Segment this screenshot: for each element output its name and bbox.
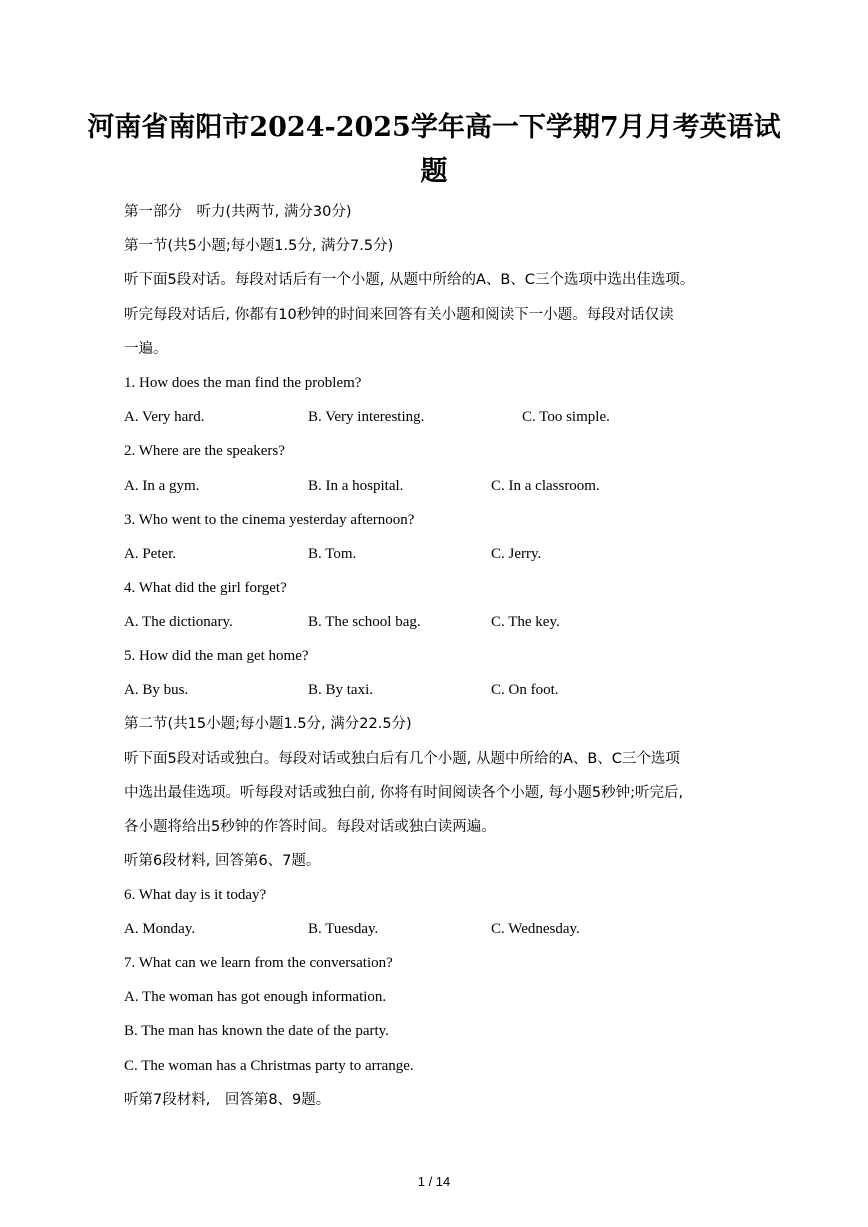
- question-6-option-b: B. Tuesday.: [308, 921, 379, 937]
- part1-heading: 第一部分 听力(共两节, 满分30分): [124, 204, 352, 220]
- question-4-option-b: B. The school bag.: [308, 614, 421, 630]
- question-5-option-b: B. By taxi.: [308, 682, 374, 698]
- document-title-line-1: 河南省南阳市2024-2025学年高一下学期7月月考英语试: [87, 112, 781, 143]
- question-6-option-c: C. Wednesday.: [491, 921, 580, 937]
- section2-heading: 第二节(共15小题;每小题1.5分, 满分22.5分): [124, 716, 412, 732]
- question-7-option-a: A. The woman has got enough information.: [124, 989, 387, 1005]
- question-6-option-a: A. Monday.: [124, 921, 196, 937]
- section1-instruction-line: 听完每段对话后, 你都有10秒钟的时间来回答有关小题和阅读下一小题。每段对话仅读: [124, 307, 674, 323]
- question-2-option-b: B. In a hospital.: [308, 478, 404, 494]
- question-1-option-b: B. Very interesting.: [308, 409, 425, 425]
- question-4-option-c: C. The key.: [491, 614, 560, 630]
- question-3-option-a: A. Peter.: [124, 546, 177, 562]
- question-2-stem: 2. Where are the speakers?: [124, 443, 285, 459]
- question-7-option-c: C. The woman has a Christmas party to arrange.: [124, 1058, 414, 1074]
- section1-instruction-line: 听下面5段对话。每段对话后有一个小题, 从题中所给的A、B、C三个选项中选出佳选项。: [124, 272, 695, 288]
- section2-instruction-line: 各小题将给出5秒钟的作答时间。每段对话或独白读两遍。: [124, 819, 496, 835]
- question-5-option-a: A. By bus.: [124, 682, 189, 698]
- material-6-heading: 听第6段材料, 回答第6、7题。: [124, 853, 321, 869]
- question-1-option-c: C. Too simple.: [522, 409, 610, 425]
- question-3-stem: 3. Who went to the cinema yesterday afternoon?: [124, 512, 415, 528]
- question-5-stem: 5. How did the man get home?: [124, 648, 309, 664]
- section1-heading: 第一节(共5小题;每小题1.5分, 满分7.5分): [124, 238, 394, 254]
- question-4-stem: 4. What did the girl forget?: [124, 580, 287, 596]
- question-4-option-a: A. The dictionary.: [124, 614, 233, 630]
- question-2-option-a: A. In a gym.: [124, 478, 200, 494]
- question-3-option-c: C. Jerry.: [491, 546, 542, 562]
- question-7-stem: 7. What can we learn from the conversation?: [124, 955, 393, 971]
- question-3-option-b: B. Tom.: [308, 546, 357, 562]
- page-indicator: 1 / 14: [417, 1174, 451, 1189]
- question-1-stem: 1. How does the man find the problem?: [124, 375, 362, 391]
- section1-instruction-line: 一遍。: [124, 341, 168, 357]
- material-7-heading: 听第7段材料, 回答第8、9题。: [124, 1092, 331, 1108]
- question-2-option-c: C. In a classroom.: [491, 478, 600, 494]
- section2-instruction-line: 中选出最佳选项。听每段对话或独白前, 你将有时间阅读各个小题, 每小题5秒钟;听完后,: [124, 785, 684, 801]
- document-title-line-2: 题: [420, 156, 448, 187]
- question-1-option-a: A. Very hard.: [124, 409, 205, 425]
- question-6-stem: 6. What day is it today?: [124, 887, 267, 903]
- question-5-option-c: C. On foot.: [491, 682, 559, 698]
- question-7-option-b: B. The man has known the date of the party.: [124, 1023, 389, 1039]
- section2-instruction-line: 听下面5段对话或独白。每段对话或独白后有几个小题, 从题中所给的A、B、C三个选项: [124, 751, 680, 767]
